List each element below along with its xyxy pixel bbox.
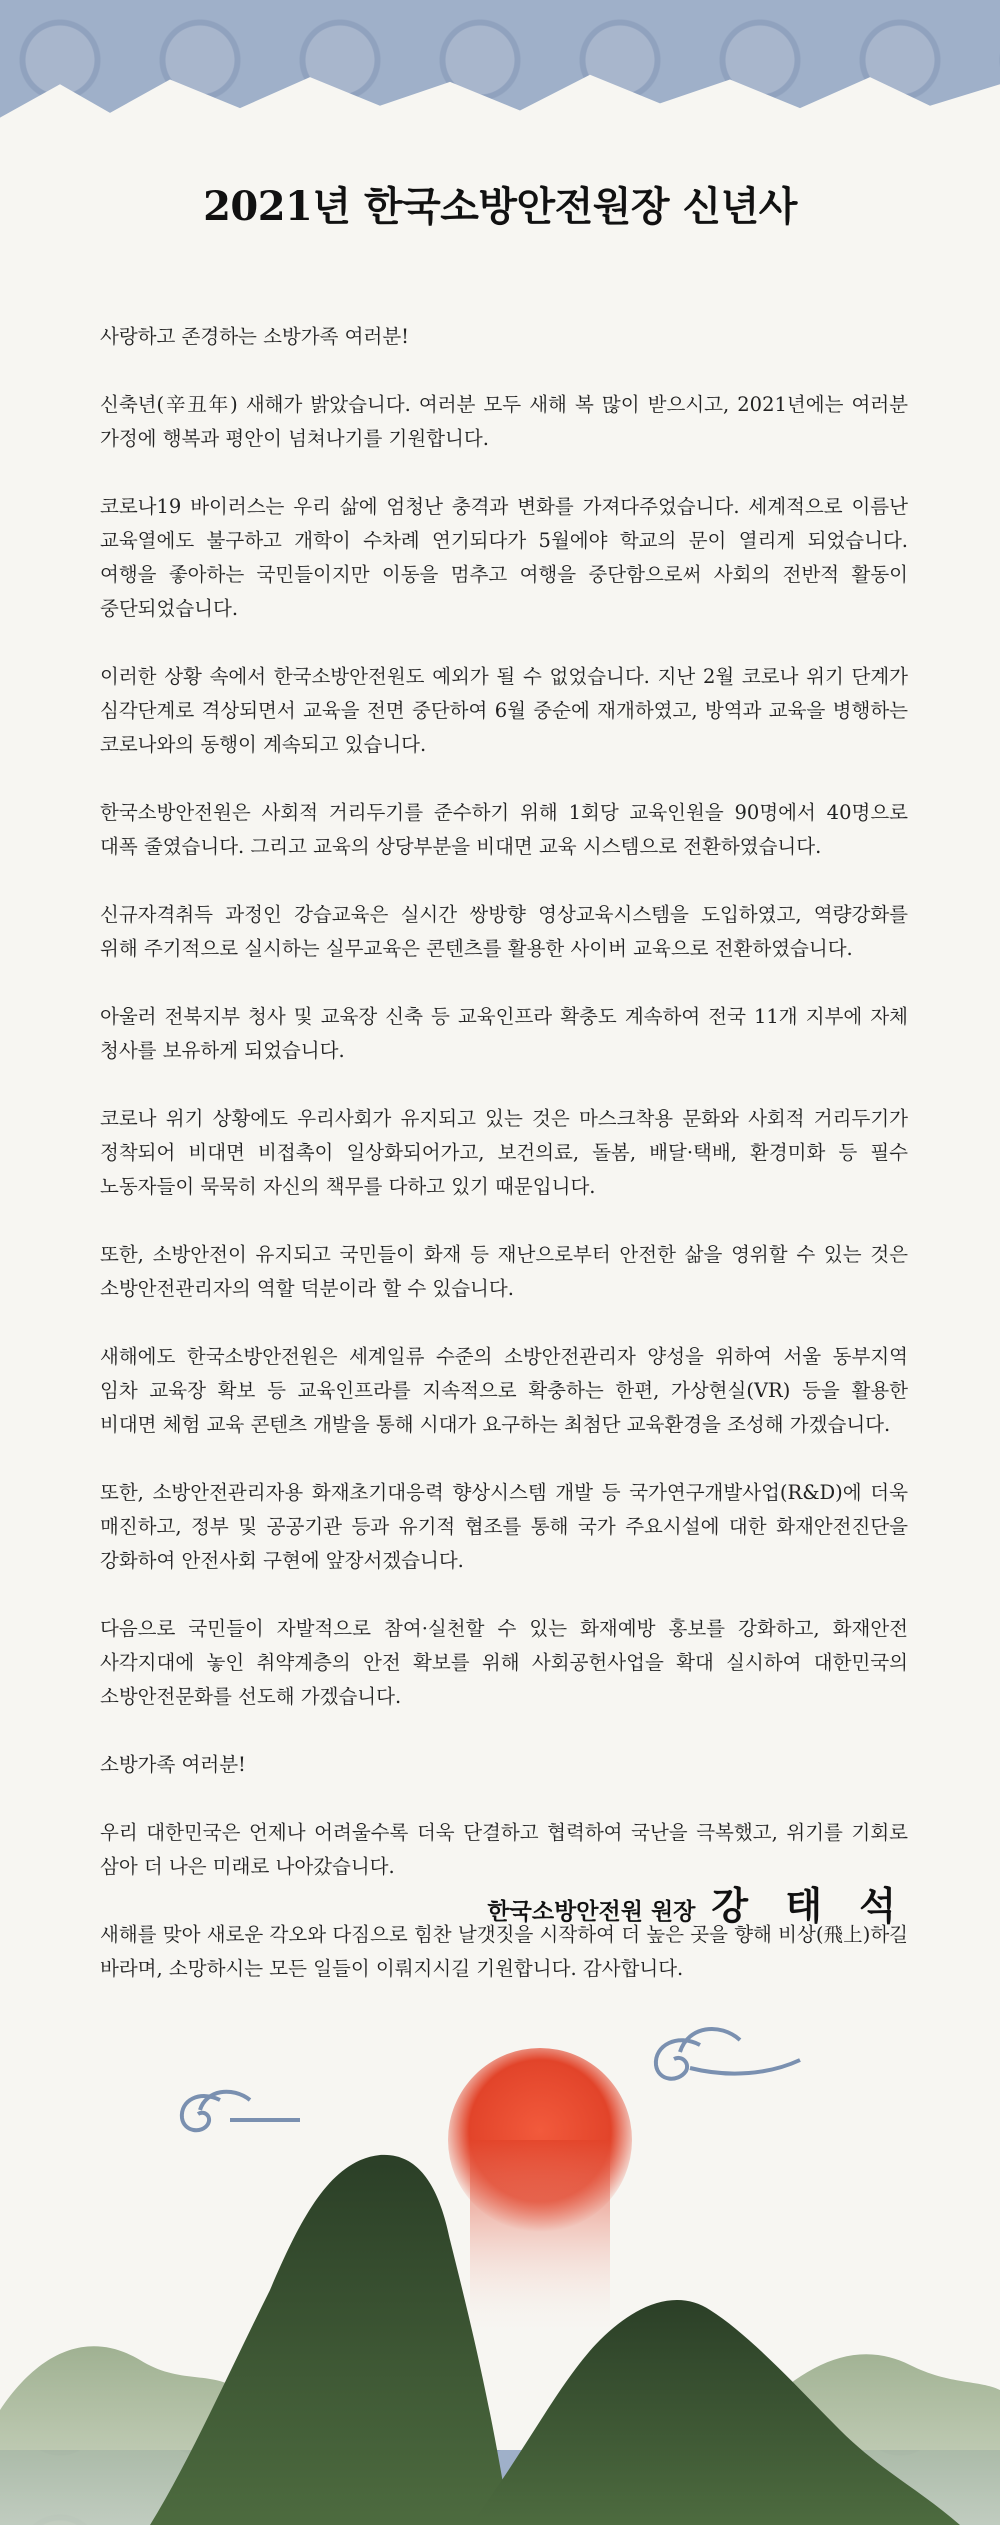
letter-body: [100, 320, 908, 2020]
paragraph: 또한, 소방안전이 유지되고 국민들이 화재 등 재난으로부터 안전한 삶을 영위할 수 있는 것은 소방안전관리자의 역할 덕분이라 할 수 있습니다.: [100, 1243, 908, 1300]
cloud-right-icon: [656, 2029, 800, 2079]
signature: [487, 1875, 908, 1930]
paragraph: 사랑하고 존경하는 소방가족 여러분!: [100, 325, 409, 348]
paragraph: 코로나 위기 상황에도 우리사회가 유지되고 있는 것은 마스크착용 문화와 사회적 거리두기가 정착되어 비대면 비접촉이 일상화되어가고, 보건의료, 돌봄, 배달·택배, 환경미화 등 필수 노동자들이 묵묵히 자신의 책무를 다하고 있기 때문입니다.: [100, 1107, 908, 1198]
paragraph: 소방가족 여러분!: [100, 1753, 246, 1776]
paragraph: 신축년(辛丑年) 새해가 밝았습니다. 여러분 모두 새해 복 많이 받으시고, 2021년에는 여러분 가정에 행복과 평안이 넘쳐나기를 기원합니다.: [100, 393, 908, 450]
paragraph: 이러한 상황 속에서 한국소방안전원도 예외가 될 수 없었습니다. 지난 2월 코로나 위기 단계가 심각단계로 격상되면서 교육을 전면 중단하여 6월 중순에 재개하였고, 방역과 교육을 병행하는 코로나와의 동행이 계속되고 있습니다.: [100, 665, 908, 756]
paragraph: 우리 대한민국은 언제나 어려울수록 더욱 단결하고 협력하여 국난을 극복했고, 위기를 기회로 삼아 더 나은 미래로 나아갔습니다.: [100, 1821, 908, 1878]
page-title: 2021년 한국소방안전원장 신년사: [203, 183, 797, 230]
paragraph: 또한, 소방안전관리자용 화재초기대응력 향상시스템 개발 등 국가연구개발사업(R&D)에 더욱 매진하고, 정부 및 공공기관 등과 유기적 협조를 통해 국가 주요시설에 대한 화재안전진단을 강화하여 안전사회 구현에 앞장서겠습니다.: [100, 1481, 908, 1572]
left-mountain: [150, 2155, 510, 2525]
paragraph: 코로나19 바이러스는 우리 삶에 엄청난 충격과 변화를 가져다주었습니다. 세계적으로 이름난 교육열에도 불구하고 개학이 수차례 연기되다가 5월에야 학교의 문이 열리게 되었습니다. 여행을 좋아하는 국민들이지만 이동을 멈추고 여행을 중단함으로써 사회의 전반적 활동이 중단되었습니다.: [100, 495, 908, 620]
paragraph: 아울러 전북지부 청사 및 교육장 신축 등 교육인프라 확충도 계속하여 전국 11개 지부에 자체 청사를 보유하게 되었습니다.: [100, 1005, 908, 1062]
paragraph: 한국소방안전원은 사회적 거리두기를 준수하기 위해 1회당 교육인원을 90명에서 40명으로 대폭 줄였습니다. 그리고 교육의 상당부분을 비대면 교육 시스템으로 전환하였습니다.: [100, 801, 908, 858]
paragraph: 다음으로 국민들이 자발적으로 참여·실천할 수 있는 화재예방 홍보를 강화하고, 화재안전 사각지대에 놓인 취약계층의 안전 확보를 위해 사회공헌사업을 확대 실시하여 대한민국의 소방안전문화를 선도해 가겠습니다.: [100, 1617, 908, 1708]
signature-organization: 한국소방안전원 원장: [487, 1898, 696, 1925]
paragraph: 새해를 맞아 새로운 각오와 다짐으로 힘찬 날갯짓을 시작하여 더 높은 곳을 향해 비상(飛上)하길 바라며, 소망하시는 모든 일들이 이뤄지시길 기원합니다. 감사합니다.: [100, 1923, 908, 1980]
paragraph: 신규자격취득 과정인 강습교육은 실시간 쌍방향 영상교육시스템을 도입하였고, 역량강화를 위해 주기적으로 실시하는 실무교육은 콘텐츠를 활용한 사이버 교육으로 전환하였습니다.: [100, 903, 908, 960]
signature-name: 강 태 석: [711, 1883, 908, 1928]
landscape-illustration: [0, 1990, 1000, 2525]
cloud-left-icon: [182, 2092, 300, 2131]
paragraph: 새해에도 한국소방안전원은 세계일류 수준의 소방안전관리자 양성을 위하여 서울 동부지역 임차 교육장 확보 등 교육인프라를 지속적으로 확충하는 한편, 가상현실(VR) 등을 활용한 비대면 체험 교육 콘텐츠 개발을 통해 시대가 요구하는 최첨단 교육환경을 조성해 가겠습니다.: [100, 1345, 908, 1436]
